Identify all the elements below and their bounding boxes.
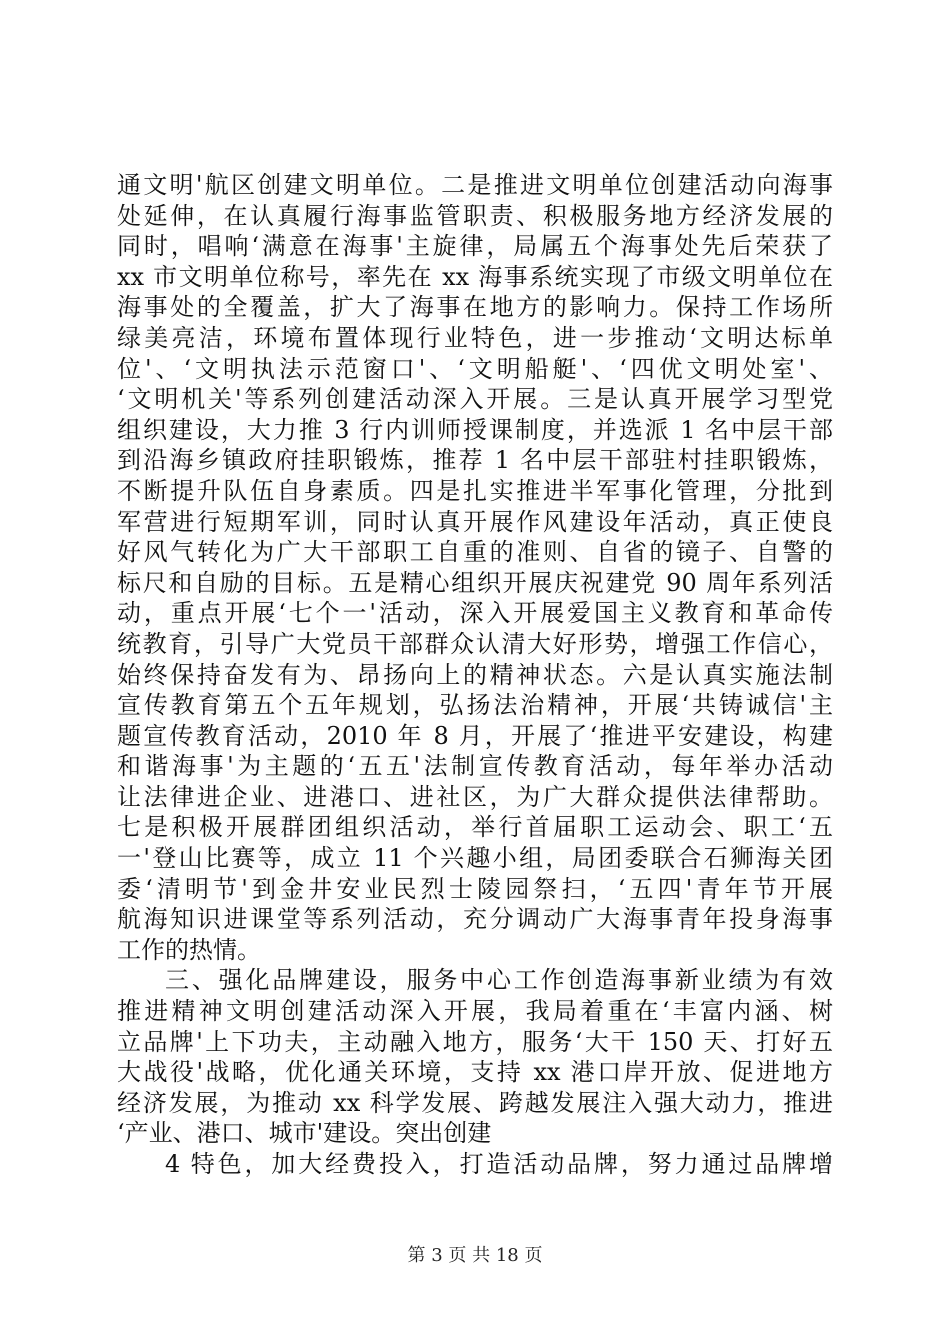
text-line: 经济发展，为推动 xx 科学发展、跨越发展注入强大动力，推进 xyxy=(117,1088,833,1117)
text-line: 同时，唱响‘满意在海事'主旋律，局属五个海事处先后荣获了 xyxy=(117,232,833,261)
text-line: 通文明'航区创建文明单位。二是推进文明单位创建活动向海事 xyxy=(117,171,833,199)
text-line: 大战役'战略，优化通关环境，支持 xx 港口岸开放、促进地方 xyxy=(117,1058,833,1087)
section-heading-line: 三、强化品牌建设，服务中心工作创造海事新业绩为有效 xyxy=(165,966,833,995)
page-footer: 第 3 页 共 18 页 xyxy=(407,1245,543,1266)
text-line: 海事处的全覆盖，扩大了海事在地方的影响力。保持工作场所 xyxy=(117,293,833,322)
text-line: 绿美亮洁，环境布置体现行业特色，进一步推动‘文明达标单 xyxy=(117,323,833,352)
text-line: 宣传教育第五个五年规划，弘扬法治精神，开展‘共铸诚信'主 xyxy=(117,691,833,720)
text-line: 动，重点开展‘七个一'活动，深入开展爱国主义教育和革命传 xyxy=(117,599,833,628)
text-line: 一'登山比赛等，成立 11 个兴趣小组，局团委联合石狮海关团 xyxy=(117,844,833,873)
text-line: 4 特色，加大经费投入，打造活动品牌，努力通过品牌增 xyxy=(165,1150,833,1178)
text-line: 标尺和自励的目标。五是精心组织开展庆祝建党 90 周年系列活 xyxy=(117,568,833,597)
text-line: 统教育，引导广大党员干部群众认清大好形势，增强工作信心， xyxy=(117,629,833,658)
body-text xyxy=(117,170,833,1180)
text-line: 让法律进企业、进港口、进社区，为广大群众提供法律帮助。 xyxy=(117,782,833,811)
text-line: ‘文明机关'等系列创建活动深入开展。三是认真开展学习型党 xyxy=(117,385,833,414)
text-line: 位'、‘文明执法示范窗口'、‘文明船艇'、‘四优文明处室'、 xyxy=(117,354,833,383)
text-line: ‘产业、港口、城市'建设。突出创建 xyxy=(117,1119,492,1148)
text-line: 组织建设，大力推 3 行内训师授课制度，并选派 1 名中层干部 xyxy=(117,415,833,444)
text-line: 七是积极开展群团组织活动，举行首届职工运动会、职工‘五 xyxy=(117,813,833,842)
text-line: 推进精神文明创建活动深入开展，我局着重在‘丰富内涵、树 xyxy=(117,997,833,1026)
text-line: 军营进行短期军训，同时认真开展作风建设年活动，真正使良 xyxy=(117,507,833,536)
text-line: 始终保持奋发有为、昂扬向上的精神状态。六是认真实施法制 xyxy=(117,660,833,689)
text-line: 立品牌'上下功夫，主动融入地方，服务‘大干 150 天、打好五 xyxy=(117,1027,833,1056)
text-line: 委‘清明节'到金井安业民烈士陵园祭扫，‘五四'青年节开展 xyxy=(117,874,833,903)
text-line: xx 市文明单位称号，率先在 xx 海事系统实现了市级文明单位在 xyxy=(117,262,833,291)
text-line: 处延伸，在认真履行海事监管职责、积极服务地方经济发展的 xyxy=(117,201,833,230)
text-line: 不断提升队伍自身素质。四是扎实推进半军事化管理，分批到 xyxy=(117,476,833,505)
text-line: 工作的热情。 xyxy=(117,935,261,964)
text-line: 和谐海事'为主题的‘五五'法制宣传教育活动，每年举办活动 xyxy=(117,752,833,781)
text-line: 题宣传教育活动，2010 年 8 月，开展了‘推进平安建设，构建 xyxy=(117,721,833,750)
text-line: 到沿海乡镇政府挂职锻炼，推荐 1 名中层干部驻村挂职锻炼， xyxy=(117,446,833,475)
text-line: 航海知识进课堂等系列活动，充分调动广大海事青年投身海事 xyxy=(117,905,833,934)
text-line: 好风气转化为广大干部职工自重的准则、自省的镜子、自警的 xyxy=(117,538,833,567)
